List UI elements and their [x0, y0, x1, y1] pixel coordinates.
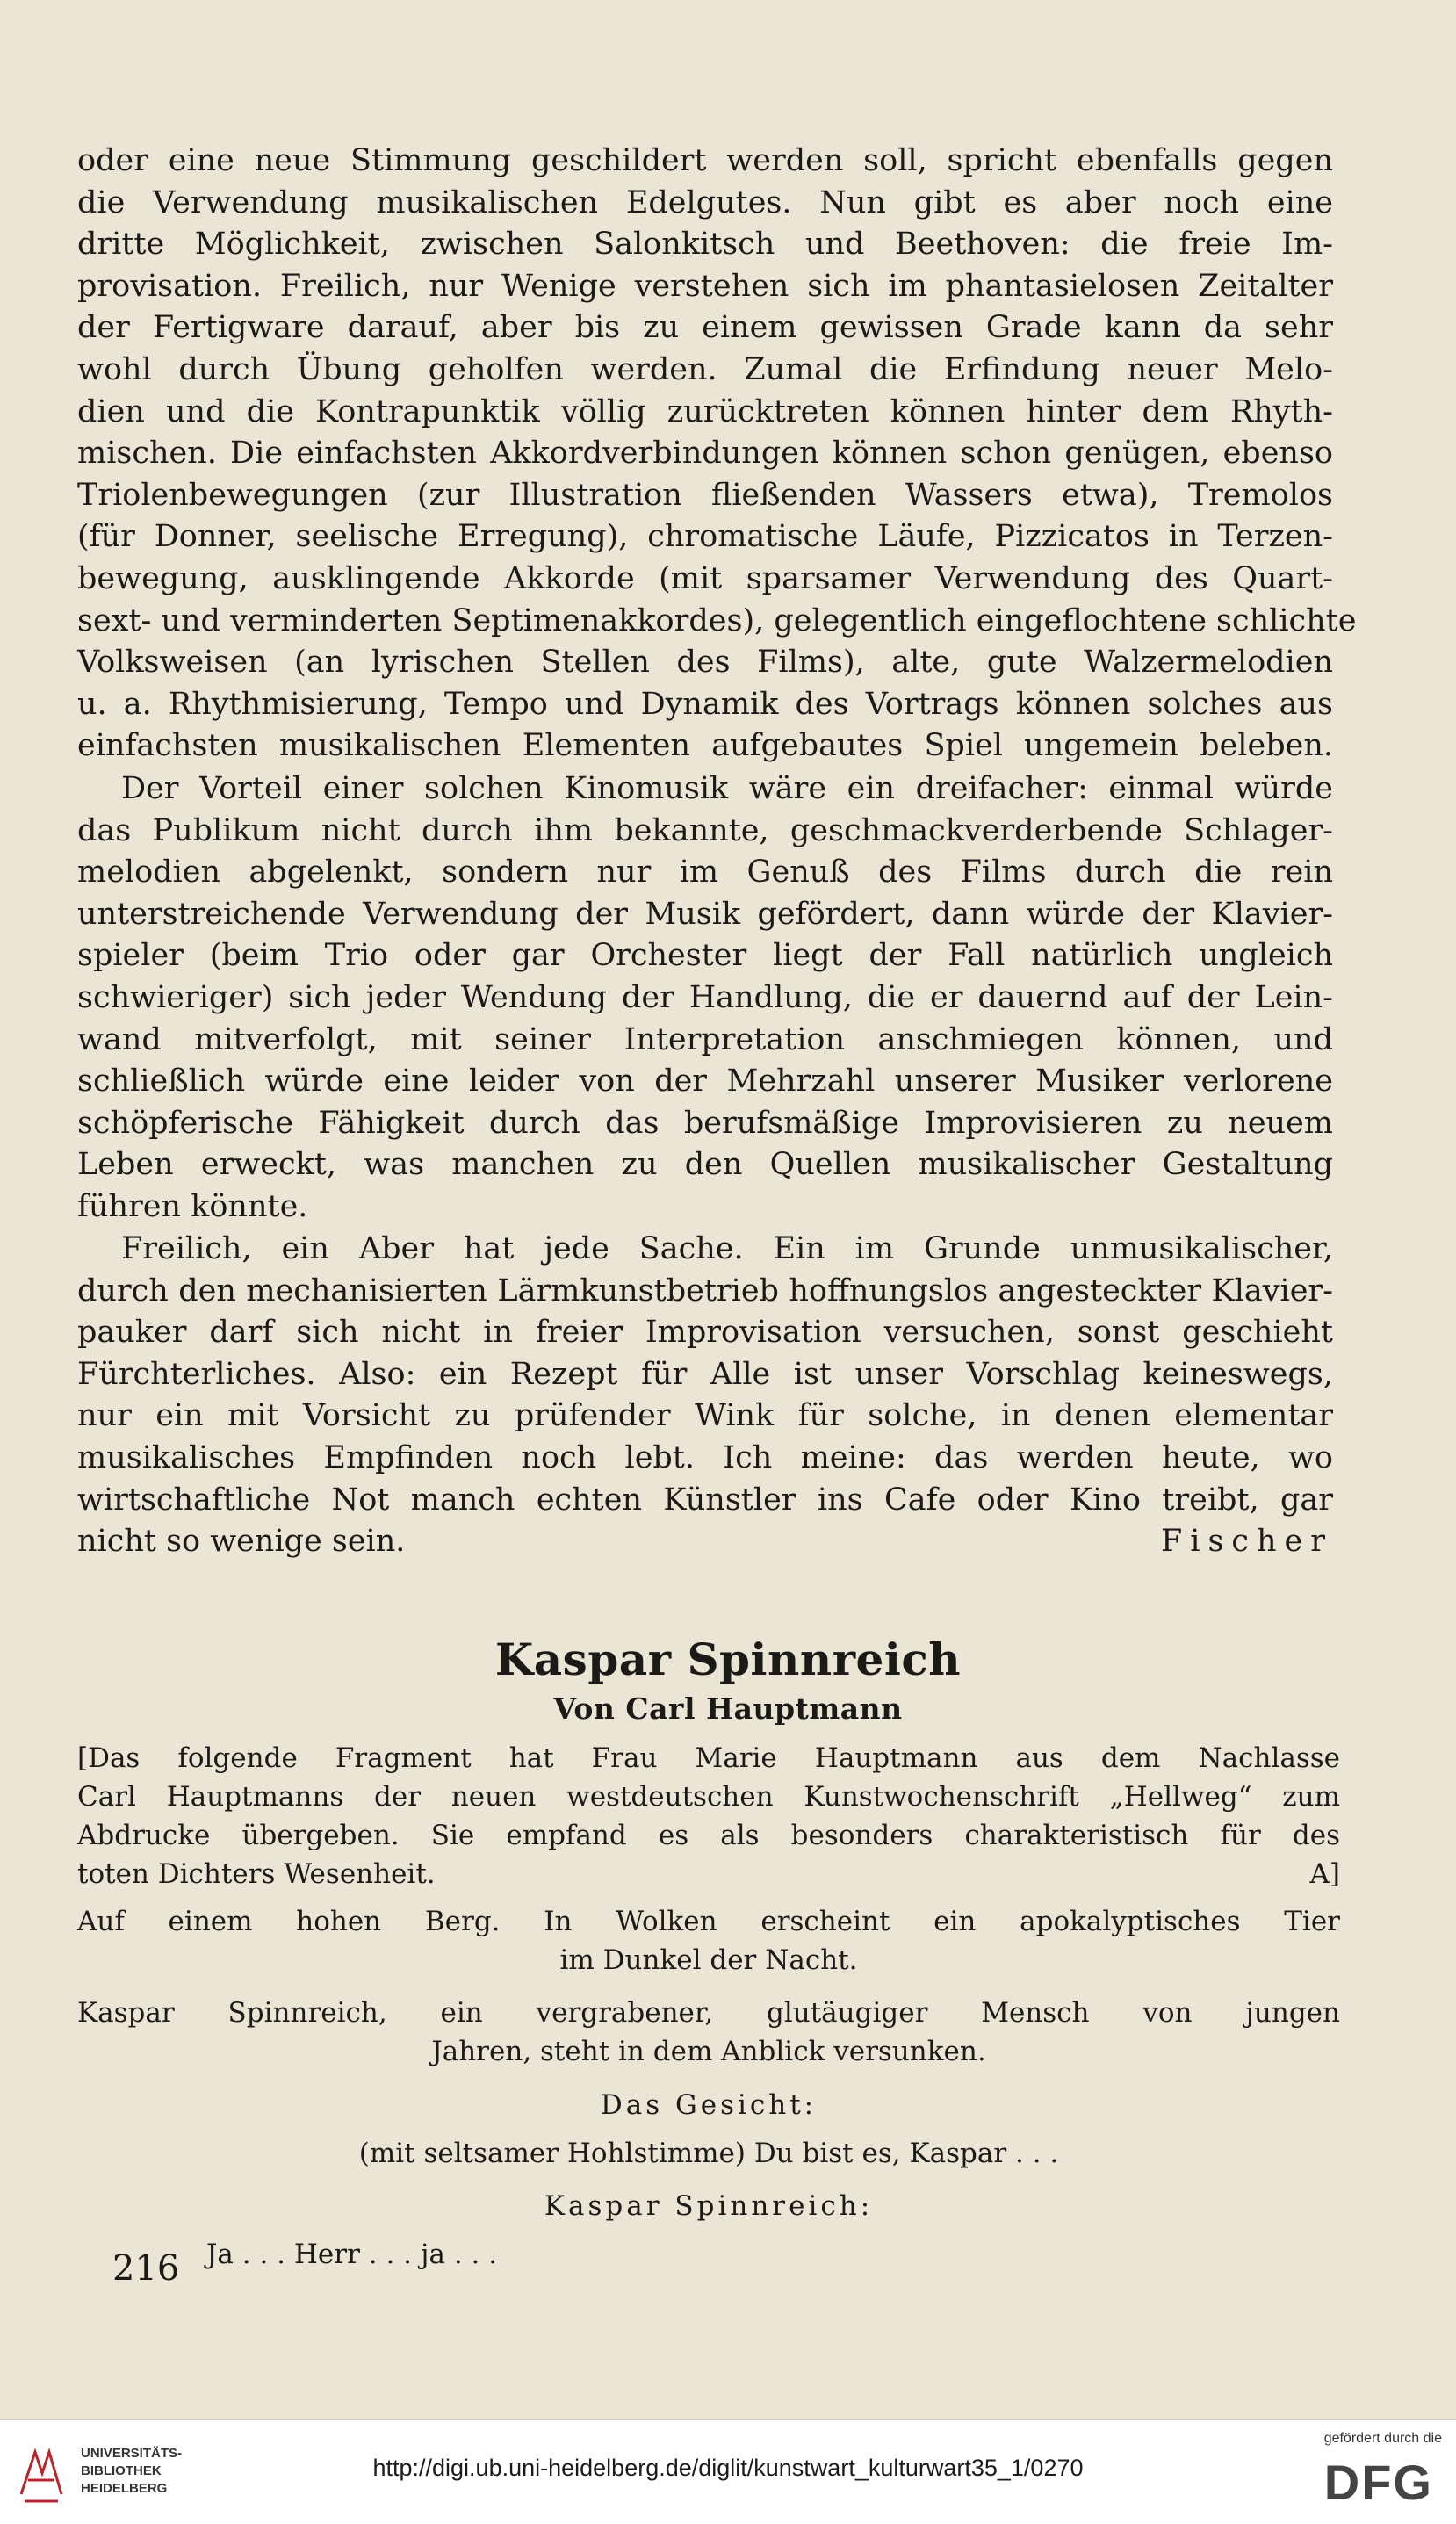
page-number: 216 [112, 2248, 180, 2289]
text-line: spieler (beim Trio oder gar Orchester liegt der Fall natürlich ungleich [77, 938, 1333, 974]
text-line: das Publikum nicht durch ihm bekannte, geschmackverderbende Schlager- [77, 812, 1333, 848]
text-line: wirtschaftliche Not manch echten Künstler ins Cafe oder Kino treibt, gar [77, 1482, 1333, 1518]
text-line: einfachsten musikalischen Elementen aufgebautes Spiel ungemein beleben. [77, 728, 1333, 764]
text-line: musikalisches Empfinden noch lebt. Ich meine: das werden heute, wo [77, 1439, 1333, 1475]
text-line: nur ein mit Vorsicht zu prüfender Wink für solche, in denen elementar [77, 1398, 1333, 1434]
university-name-line-2: BIBLIOTHEK [81, 2463, 162, 2478]
speaker-2: Kaspar Spinnreich: [544, 2190, 874, 2222]
paragraph-3-last-line: nicht so wenige sein. [77, 1524, 406, 1559]
text-line: führen könnte. [77, 1188, 308, 1224]
dialogue-line-2: Ja . . . Herr . . . ja . . . [206, 2239, 498, 2270]
character-line-1: Kaspar Spinnreich, ein vergrabener, glutäugiger Mensch von jungen [77, 1997, 1340, 2029]
editor-note [77, 1739, 1340, 1855]
source-url-link[interactable]: http://digi.ub.uni-heidelberg.de/diglit/kunstwart_kulturwart35_1/0270 [372, 2455, 1084, 2481]
text-line: oder eine neue Stimmung geschildert werden soll, spricht ebenfalls gegen [77, 143, 1333, 178]
text-line: u. a. Rhythmisierung, Tempo und Dynamik des Vortrags können solches aus [77, 686, 1333, 722]
funding-caption: gefördert durch die [1323, 2431, 1442, 2446]
paragraph-1 [77, 141, 1357, 768]
text-line: provisation. Freilich, nur Wenige verstehen sich im phantasielosen Zeitalter [77, 268, 1333, 304]
text-line: bewegung, ausklingende Akkorde (mit sparsamer Verwendung des Quart- [77, 560, 1333, 596]
text-line: Fürchterliches. Also: ein Rezept für Alle ist unser Vorschlag keineswegs, [77, 1356, 1333, 1392]
text-line: Freilich, ein Aber hat jede Sache. Ein im Grunde unmusikalischer, [121, 1231, 1333, 1266]
text-line: durch den mechanisierten Lärmkunstbetrieb hoffnungslos angesteckter Klavier- [77, 1273, 1333, 1309]
character-line-2: Jahren, steht in dem Anblick versunken. [431, 2036, 986, 2067]
text-line: schwieriger) sich jeder Wendung der Handlung, die er dauernd auf der Lein- [77, 979, 1333, 1015]
paragraph-3 [77, 1229, 1333, 1521]
author-signature: Fischer [1160, 1524, 1333, 1559]
text-line: die Verwendung musikalischen Edelgutes. Nun gibt es aber noch eine [77, 184, 1333, 220]
text-line: Volksweisen (an lyrischen Stellen des Films), alte, gute Walzermelodien [77, 645, 1333, 681]
scene-line-1: Auf einem hohen Berg. In Wolken erscheint ein apokalyptisches Tier [77, 1906, 1340, 1937]
text-line: mischen. Die einfachsten Akkordverbindungen können schon genügen, ebenso [77, 436, 1333, 472]
note-text [77, 1739, 1340, 1855]
text-line: dritte Möglichkeit, zwischen Salonkitsch und Beethoven: die freie Im- [77, 227, 1333, 263]
speaker-1: Das Gesicht: [600, 2089, 818, 2121]
text-line: Triolenbewegungen (zur Illustration fließenden Wassers etwa), Tremolos [77, 477, 1333, 513]
text-line: schöpferische Fähigkeit durch das berufsmäßige Improvisieren zu neuem [77, 1105, 1333, 1141]
p2-text [77, 768, 1333, 1229]
editor-note-end [77, 1855, 1340, 1893]
p1-text [77, 141, 1357, 768]
text-line: Leben erweckt, was manchen zu den Quellen musikalischer Gestaltung [77, 1147, 1333, 1183]
text-line: wand mitverfolgt, mit seiner Interpretation anschmiegen können, und [77, 1021, 1333, 1057]
text-line: Carl Hauptmanns der neuen westdeutschen Kunstwochenschrift „Hellweg“ zum [77, 1781, 1340, 1813]
dfg-logo: DFG [1323, 2455, 1433, 2510]
editor-note-last-line: toten Dichters Wesenheit. [77, 1858, 436, 1890]
text-line: schließlich würde eine leider von der Mehrzahl unserer Musiker verlorene [77, 1064, 1333, 1100]
scene-line-2: im Dunkel der Nacht. [559, 1944, 858, 1976]
article-title: Kaspar Spinnreich [494, 1633, 962, 1685]
p3-text [77, 1229, 1333, 1521]
text-line: unterstreichende Verwendung der Musik gefördert, dann würde der Klavier- [77, 896, 1333, 932]
text-line: dien und die Kontrapunktik völlig zurücktreten können hinter dem Rhyth- [77, 393, 1333, 429]
text-line: melodien abgelenkt, sondern nur im Genuß des Films durch die rein [77, 855, 1333, 891]
text-line: der Fertigware darauf, aber bis zu einem gewissen Grade kann da sehr [77, 310, 1333, 346]
article-byline: Von Carl Hauptmann [553, 1691, 903, 1726]
text-line: pauker darf sich nicht in freier Improvisation versuchen, sonst geschieht [77, 1315, 1333, 1351]
text-line: wohl durch Übung geholfen werden. Zumal die Erfindung neuer Melo- [77, 351, 1333, 387]
university-name-line-3: HEIDELBERG [81, 2481, 168, 2496]
text-line: sext- und verminderten Septimenakkordes), gelegentlich eingeflochtene schlichte [77, 602, 1357, 638]
editor-note-sign: A] [1309, 1858, 1340, 1890]
university-name-line-1: UNIVERSITÄTS- [81, 2446, 183, 2461]
text-line: (für Donner, seelische Erregung), chromatische Läufe, Pizzicatos in Terzen- [77, 519, 1333, 555]
paragraph-3-end [77, 1521, 1333, 1563]
text-line: Abdrucke übergeben. Sie empfand es als besonders charakteristisch für des [77, 1820, 1340, 1851]
paragraph-2 [77, 768, 1333, 1229]
dialogue-line-1: (mit seltsamer Hohlstimme) Du bist es, Kaspar . . . [358, 2138, 1059, 2169]
text-line: Der Vorteil einer solchen Kinomusik wäre ein dreifacher: einmal würde [121, 771, 1333, 806]
text-line: [Das folgende Fragment hat Frau Marie Hauptmann aus dem Nachlasse [77, 1742, 1340, 1774]
